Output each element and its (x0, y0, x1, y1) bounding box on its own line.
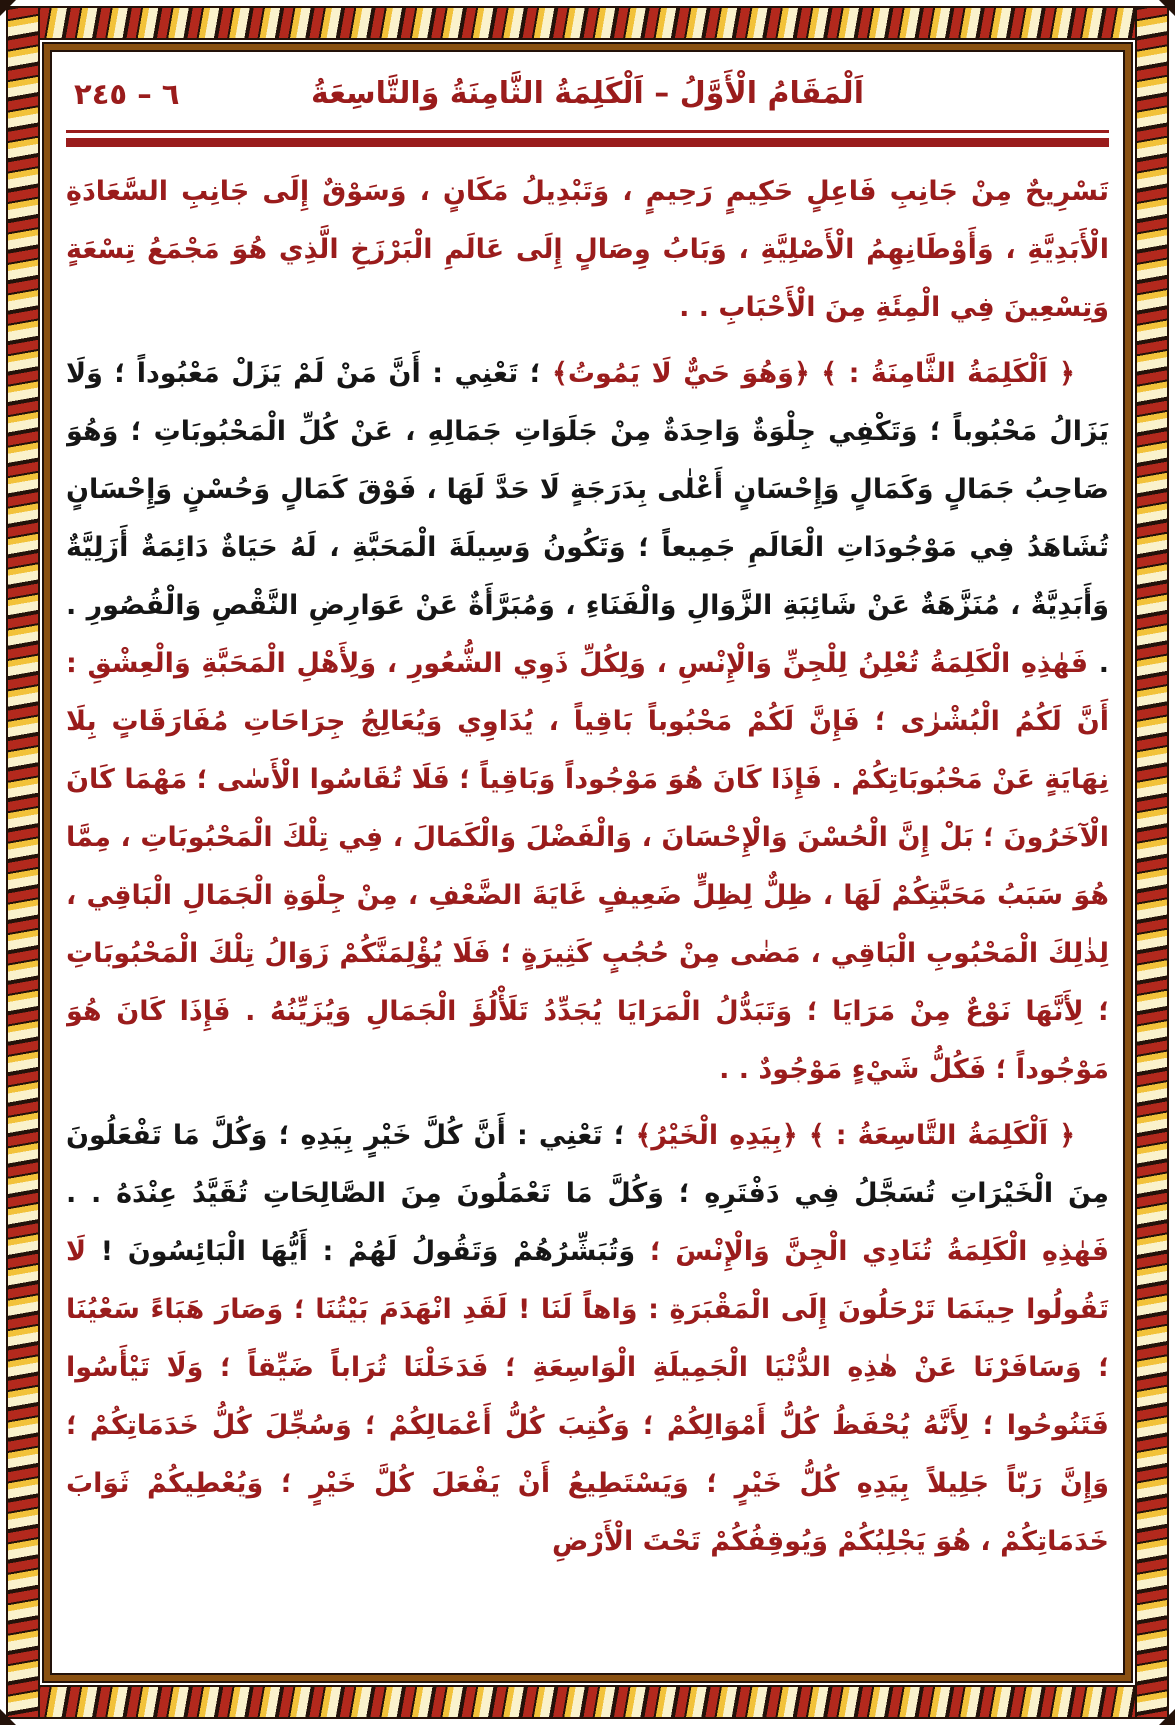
header-rule-thin (66, 130, 1109, 133)
address-black: وَتُبَشِّرُهُمْ وَتَقُولُ لَهُمْ : أَيُّهَا الْبَائِسُونَ ! (86, 1236, 636, 1267)
consolation-red: لَا تَقُولُوا حِينَمَا تَرْحَلُونَ إِلَى الْمَقْبَرَةِ : وَاهاً لَنَا ! لَقَدِ انْهَدَمَ بَيْتُنَا ؛ وَصَارَ هَبَاءً سَعْيُنَا ؛ وَسَافَرْنَا عَنْ هٰذِهِ الدُّنْيَا الْجَمِيلَةِ الْوَاسِعَةِ ؛ فَدَخَلْنَا تُرَاباً ضَيِّقاً ؛ وَلَا تَيْأَسُوا فَتَنُوحُوا ؛ لِأَنَّهُ يُحْفَظُ كُلُّ أَمْوَالِكُمْ ؛ وَكُتِبَ كُلُّ أَعْمَالِكُمْ ؛ وَسُجِّلَ كُلُّ خَدَمَاتِكُمْ ؛ وَإِنَّ رَبّاً جَلِيلاً بِيَدِهِ كُلُّ خَيْرٍ ؛ وَيَسْتَطِيعُ أَنْ يَفْعَلَ كُلَّ خَيْرٍ ؛ وَيُعْطِيكُمْ ثَوَابَ خَدَمَاتِكُمْ ، هُوَ يَجْلِبُكُمْ وَيُوقِفُكُمْ تَحْتَ الْأَرْضِ (66, 1236, 1109, 1557)
eighth-word-paragraph (66, 345, 1109, 1099)
proclamation-red: فَهٰذِهِ الْكَلِمَةُ تُعْلِنُ لِلْجِنِّ وَالْإِنْسِ ، وَلِكُلِّ ذَوِي الشُّعُورِ ، وَلِأَهْلِ الْمَحَبَّةِ وَالْعِشْقِ : أَنَّ لَكُمُ الْبُشْرٰى ؛ فَإِنَّ لَكُمْ مَحْبُوباً بَاقِياً ، يُدَاوِي وَيُعَالِجُ جِرَاحَاتِ مُفَارَقَاتٍ بِلَا نِهَايَةٍ عَنْ مَحْبُوبَاتِكُمْ . فَإِذَا كَانَ هُوَ مَوْجُوداً وَبَاقِياً ؛ فَلَا تُقَاسُوا الْأَسٰى ؛ مَهْمَا كَانَ الْآخَرُونَ ؛ بَلْ إِنَّ الْحُسْنَ وَالْإِحْسَانَ ، وَالْفَضْلَ وَالْكَمَالَ ، فِي تِلْكَ الْمَحْبُوبَاتِ ، مِمَّا هُوَ سَبَبُ مَحَبَّتِكُمْ لَهَا ، ظِلٌّ لِظِلٍّ ضَعِيفٍ غَايَةَ الضَّعْفِ ، مِنْ جِلْوَةِ الْجَمَالِ الْبَاقِي ، لِذٰلِكَ الْمَحْبُوبِ الْبَاقِي ، مَضٰى مِنْ حُجُبٍ كَثِيرَةٍ ؛ فَلَا يُؤْلِمَنَّكُمْ زَوَالُ تِلْكَ الْمَحْبُوبَاتِ ؛ لِأَنَّهَا نَوْعٌ مِنْ مَرَايَا ؛ وَتَبَدُّلُ الْمَرَايَا يُجَدِّدُ تَلَأْلُؤَ الْجَمَالِ وَيُزَيِّنُهُ . فَإِذَا كَانَ هُوَ مَوْجُوداً ؛ فَكُلُّ شَيْءٍ مَوْجُودٌ . . (66, 648, 1109, 1085)
commentary-black: ؛ تَعْنِي : أَنَّ مَنْ لَمْ يَزَلْ مَعْبُوداً ؛ وَلَا يَزَالُ مَحْبُوباً ؛ وَتَكْفِي جِلْوَةٌ وَاحِدَةٌ مِنْ جَلَوَاتِ جَمَالِهِ ، عَنْ كُلِّ الْمَحْبُوبَاتِ ؛ وَهُوَ صَاحِبُ جَمَالٍ وَكَمَالٍ وَإِحْسَانٍ أَعْلٰى بِدَرَجَةٍ لَا حَدَّ لَهَا ، فَوْقَ كَمَالٍ وَحُسْنٍ وَإِحْسَانٍ تُشَاهَدُ فِي مَوْجُودَاتِ الْعَالَمِ جَمِيعاً ؛ وَتَكُونُ وَسِيلَةَ الْمَحَبَّةِ ، لَهُ حَيَاةٌ دَائِمَةٌ أَزَلِيَّةٌ وَأَبَدِيَّةٌ ، مُنَزَّهَةٌ عَنْ شَائِبَةِ الزَّوَالِ وَالْفَنَاءِ ، وَمُبَرَّأَةٌ عَنْ عَوَارِضِ النَّقْصِ وَالْقُصُورِ . . (66, 358, 1109, 679)
header-rule-thick (66, 138, 1109, 147)
opening-paragraph (66, 163, 1109, 337)
ninth-word-paragraph (66, 1107, 1109, 1571)
ornate-border-bottom (6, 1685, 1169, 1719)
page-content (66, 58, 1109, 1667)
page-title: اَلْمَقَامُ الْأَوَّلُ – اَلْكَلِمَةُ الثَّامِنَةُ وَالتَّاسِعَةُ (311, 76, 864, 111)
body-text (66, 147, 1109, 1571)
text-segment: تَسْرِيحٌ مِنْ جَانِبِ فَاعِلٍ حَكِيمٍ رَحِيمٍ ، وَتَبْدِيلُ مَكَانٍ ، وَسَوْقٌ إِلَى جَانِبِ السَّعَادَةِ الْأَبَدِيَّةِ ، وَأَوْطَانِهِمُ الْأَصْلِيَّةِ ، وَبَابُ وِصَالٍ إِلَى عَالَمِ الْبَرْزَخِ الَّذِي هُوَ مَجْمَعُ تِسْعَةٍ وَتِسْعِينَ فِي الْمِئَةِ مِنَ الْأَحْبَابِ . . (66, 176, 1109, 323)
ornate-border-top (6, 6, 1169, 40)
eighth-word-heading: ﴿ اَلْكَلِمَةُ الثَّامِنَةُ : ﴾ (809, 358, 1076, 389)
ornate-border-left (6, 6, 40, 1719)
ninth-word-heading: ﴿ اَلْكَلِمَةُ التَّاسِعَةُ : ﴾ (797, 1120, 1076, 1151)
commentary-black: ؛ تَعْنِي : أَنَّ كُلَّ خَيْرٍ بِيَدِهِ ؛ وَكُلَّ مَا تَفْعَلُونَ مِنَ الْخَيْرَاتِ تُسَجَّلُ فِي دَفْتَرِهِ ؛ وَكُلَّ مَا تَعْمَلُونَ مِنَ الصَّالِحَاتِ تُقَيَّدُ عِنْدَهُ . . (66, 1120, 1109, 1209)
ornate-border-right (1135, 6, 1169, 1719)
proclamation-red: فَهٰذِهِ الْكَلِمَةُ تُنَادِي الْجِنَّ وَالْإِنْسَ ؛ (635, 1236, 1109, 1267)
quran-verse-ninth: ﴿بِيَدِهِ الْخَيْرُ﴾ (635, 1120, 798, 1151)
quran-verse-eighth: ﴿وَهُوَ حَيٌّ لَا يَمُوتُ﴾ (552, 358, 810, 389)
page-number: ٢٤٥ – ٦ (74, 77, 180, 111)
page-header (66, 68, 1109, 124)
